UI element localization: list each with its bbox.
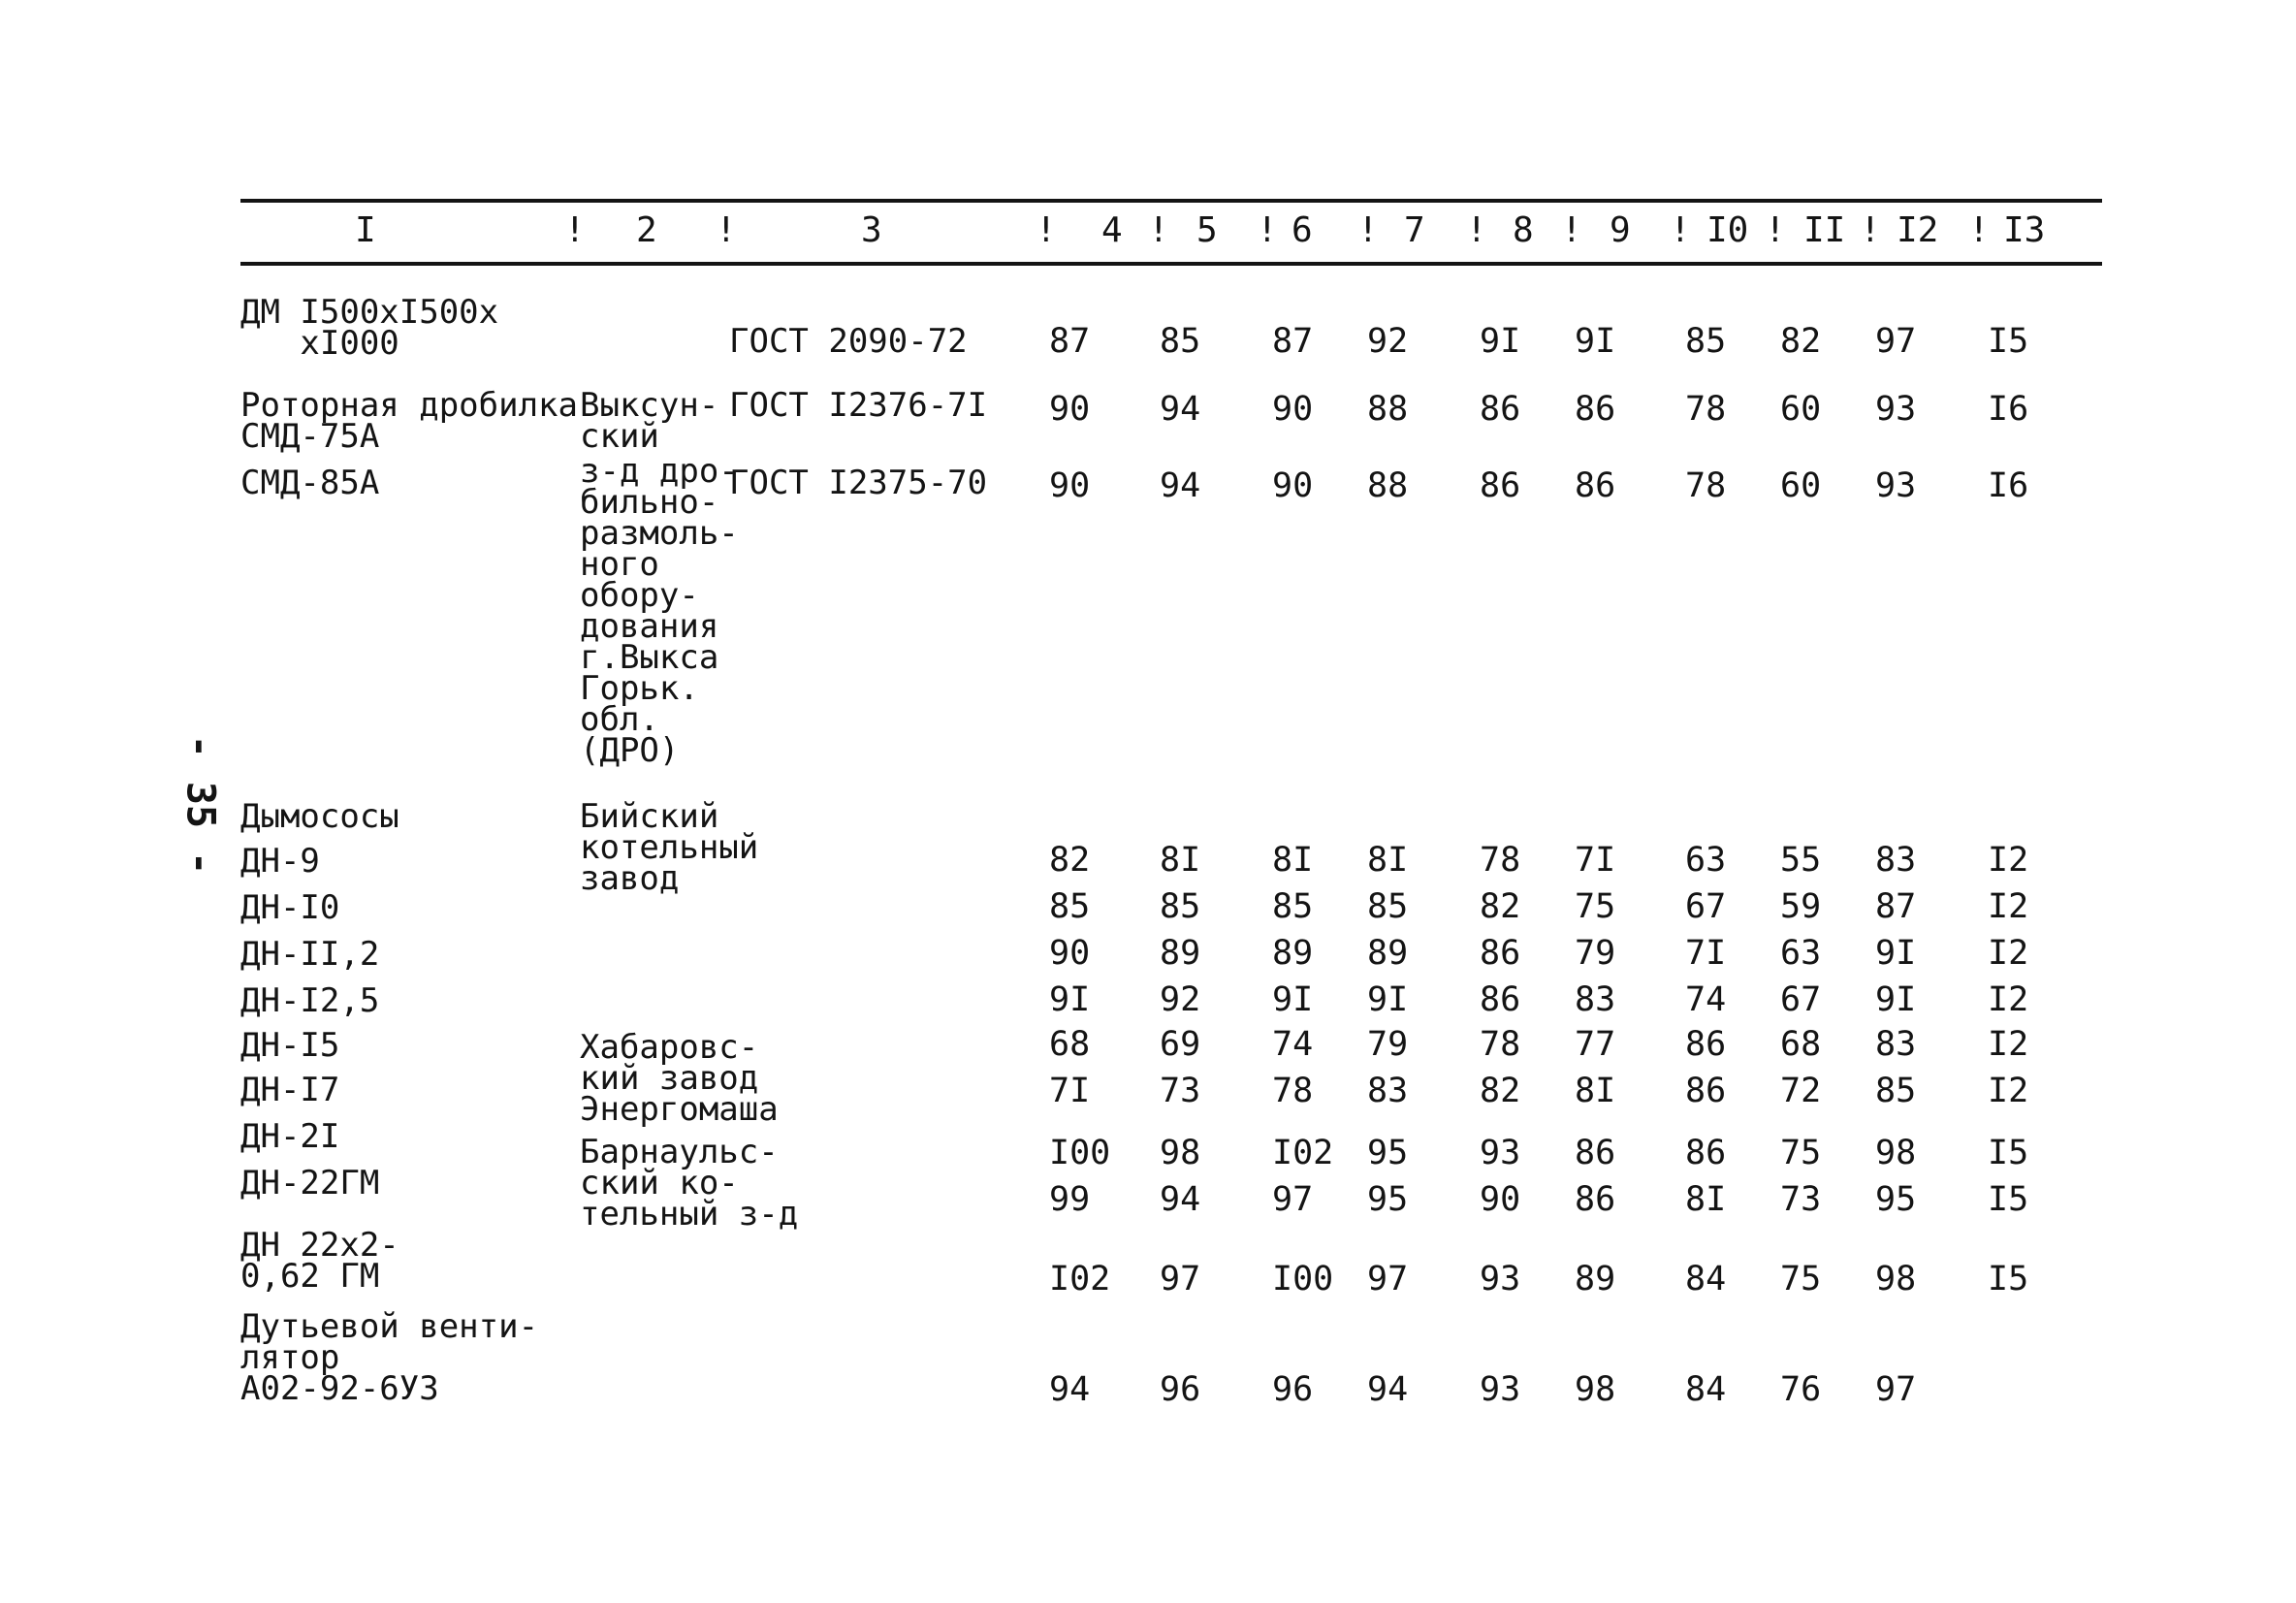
value-cell: 63 [1780,934,1822,973]
value-cell: 9I [1480,322,1521,361]
value-cell: I5 [1988,1134,2029,1172]
value-cell: 82 [1480,887,1521,926]
value-cell: 55 [1780,841,1822,880]
value-cell: 67 [1685,887,1727,926]
value-cell: 83 [1575,980,1616,1019]
value-cell: 60 [1780,390,1822,429]
value-cell: 63 [1685,841,1727,880]
value-cell: I2 [1988,887,2029,926]
value-cell: 7I [1049,1072,1091,1110]
header-separator: ! [1670,210,1691,250]
value-cell: 90 [1272,466,1314,505]
value-cell: 79 [1367,1025,1409,1064]
value-cell: 87 [1272,322,1314,361]
value-cell: 78 [1272,1072,1314,1110]
value-cell: I2 [1988,980,2029,1019]
value-cell: 85 [1160,887,1201,926]
value-cell: 90 [1049,390,1091,429]
value-cell: 94 [1367,1370,1409,1409]
table-header-rule [240,262,2102,266]
value-cell: 9I [1049,980,1091,1019]
value-cell: 94 [1160,1180,1201,1219]
value-cell: 85 [1875,1072,1917,1110]
value-cell: 97 [1875,322,1917,361]
value-cell: 74 [1272,1025,1314,1064]
value-cell: 74 [1685,980,1727,1019]
header-separator: ! [1561,210,1582,250]
header-col-4: 4 [1101,210,1123,250]
value-cell: 86 [1480,934,1521,973]
value-cell: 83 [1875,841,1917,880]
value-cell: 76 [1780,1370,1822,1409]
value-cell: 90 [1049,934,1091,973]
value-cell: 9I [1875,934,1917,973]
equipment-name: СМД-85А [240,464,380,502]
header-separator: ! [1860,210,1881,250]
value-cell: 73 [1160,1072,1201,1110]
value-cell: 88 [1367,390,1409,429]
header-col-10: I0 [1706,210,1749,250]
value-cell: 85 [1160,322,1201,361]
manufacturer: Хабаровс- кий завод Энергомаша [580,1028,779,1129]
value-cell: 78 [1480,1025,1521,1064]
equipment-name: ДМ I500xI500x xI000 [240,293,499,363]
page-number [171,734,229,876]
value-cell: 83 [1367,1072,1409,1110]
header-separator: ! [1148,210,1169,250]
value-cell: 96 [1160,1370,1201,1409]
value-cell: 97 [1875,1370,1917,1409]
manufacturer: з-д дро- бильно- размоль- ного обору- дования г.Выкса Горьк. обл. (ДРО) [580,452,739,770]
value-cell: 98 [1575,1370,1616,1409]
value-cell: 73 [1780,1180,1822,1219]
value-cell: I00 [1272,1260,1334,1298]
value-cell: 86 [1480,980,1521,1019]
value-cell: I02 [1272,1134,1334,1172]
value-cell: 93 [1875,466,1917,505]
value-cell: 86 [1575,466,1616,505]
value-cell: 93 [1480,1134,1521,1172]
equipment-name: ДН-I0 [240,888,340,927]
value-cell: 72 [1780,1072,1822,1110]
value-cell: 90 [1480,1180,1521,1219]
value-cell: 85 [1685,322,1727,361]
value-cell: 8I [1367,841,1409,880]
value-cell: 77 [1575,1025,1616,1064]
value-cell: 96 [1272,1370,1314,1409]
equipment-name: ДН-I7 [240,1071,340,1109]
header-col-13: I3 [2003,210,2046,250]
value-cell: 85 [1049,887,1091,926]
value-cell: 89 [1272,934,1314,973]
value-cell: I2 [1988,1072,2029,1110]
value-cell: 95 [1367,1180,1409,1219]
value-cell: 99 [1049,1180,1091,1219]
value-cell: 92 [1160,980,1201,1019]
value-cell: I2 [1988,1025,2029,1064]
value-cell: 82 [1480,1072,1521,1110]
value-cell: 86 [1575,1180,1616,1219]
value-cell: 9I [1575,322,1616,361]
header-col-7: 7 [1404,210,1425,250]
page-number-text: - 35 - [177,734,222,876]
value-cell: 86 [1575,1134,1616,1172]
value-cell: 93 [1480,1260,1521,1298]
value-cell: 97 [1367,1260,1409,1298]
header-col-2: 2 [636,210,657,250]
value-cell: 9I [1875,980,1917,1019]
value-cell: 93 [1875,390,1917,429]
header-col-9: 9 [1610,210,1631,250]
value-cell: 97 [1160,1260,1201,1298]
header-separator: ! [1257,210,1278,250]
value-cell: 92 [1367,322,1409,361]
header-separator: ! [1466,210,1487,250]
header-col-8: 8 [1513,210,1534,250]
manufacturer: Бийский котельный завод [580,797,759,898]
header-col-12: I2 [1897,210,1939,250]
value-cell: I02 [1049,1260,1111,1298]
header-col-11: II [1803,210,1846,250]
value-cell: 89 [1160,934,1201,973]
standard: ГОСТ I2376-7I [729,386,988,425]
value-cell: 78 [1685,390,1727,429]
table-top-rule [240,199,2102,203]
value-cell: I2 [1988,841,2029,880]
value-cell: 67 [1780,980,1822,1019]
manufacturer: Барнаульс- ский ко- тельный з-д [580,1133,799,1234]
value-cell: 90 [1049,466,1091,505]
value-cell: 9I [1272,980,1314,1019]
value-cell: 59 [1780,887,1822,926]
value-cell: 69 [1160,1025,1201,1064]
value-cell: 86 [1685,1025,1727,1064]
header-separator: ! [1968,210,1990,250]
value-cell: 82 [1049,841,1091,880]
value-cell: 86 [1480,390,1521,429]
value-cell: 68 [1049,1025,1091,1064]
header-col-5: 5 [1196,210,1218,250]
value-cell: 9I [1367,980,1409,1019]
value-cell: 94 [1160,466,1201,505]
value-cell: 95 [1367,1134,1409,1172]
value-cell: I6 [1988,390,2029,429]
value-cell: 8I [1575,1072,1616,1110]
value-cell: I00 [1049,1134,1111,1172]
value-cell: 8I [1272,841,1314,880]
equipment-name: ДН-22ГМ [240,1164,380,1202]
equipment-name: Дутьевой венти- лятор А02-92-6У3 [240,1307,539,1408]
value-cell: 86 [1480,466,1521,505]
value-cell: 7I [1685,934,1727,973]
value-cell: 83 [1875,1025,1917,1064]
value-cell: 68 [1780,1025,1822,1064]
value-cell: 87 [1875,887,1917,926]
value-cell: 75 [1780,1260,1822,1298]
header-separator: ! [716,210,737,250]
value-cell: 98 [1875,1134,1917,1172]
equipment-name: ДН-I5 [240,1026,340,1065]
value-cell: 85 [1272,887,1314,926]
value-cell: 75 [1780,1134,1822,1172]
header-col-1: I [355,210,376,250]
value-cell: 98 [1875,1260,1917,1298]
value-cell: 85 [1367,887,1409,926]
equipment-name: Роторная дробилка СМД-75А [240,386,578,456]
header-separator: ! [1036,210,1057,250]
value-cell: 93 [1480,1370,1521,1409]
value-cell: 78 [1685,466,1727,505]
header-separator: ! [1357,210,1379,250]
value-cell: I5 [1988,1180,2029,1219]
value-cell: 90 [1272,390,1314,429]
manufacturer: Выксун- ский [580,386,719,456]
equipment-name: Дымососы [240,797,399,836]
value-cell: I2 [1988,934,2029,973]
value-cell: 95 [1875,1180,1917,1219]
value-cell: 86 [1575,390,1616,429]
equipment-name: ДН-2I [240,1117,340,1156]
value-cell: 88 [1367,466,1409,505]
value-cell: 84 [1685,1370,1727,1409]
value-cell: 8I [1685,1180,1727,1219]
value-cell: 7I [1575,841,1616,880]
value-cell: 84 [1685,1260,1727,1298]
value-cell: 97 [1272,1180,1314,1219]
value-cell: 82 [1780,322,1822,361]
value-cell: 89 [1367,934,1409,973]
header-separator: ! [564,210,586,250]
value-cell: 87 [1049,322,1091,361]
standard: ГОСТ 2090-72 [729,322,968,361]
equipment-name: ДН-II,2 [240,935,380,974]
value-cell: 78 [1480,841,1521,880]
equipment-name: ДН-9 [240,842,320,881]
value-cell: I5 [1988,322,2029,361]
value-cell: 86 [1685,1134,1727,1172]
value-cell: 94 [1049,1370,1091,1409]
value-cell: 86 [1685,1072,1727,1110]
value-cell: I6 [1988,466,2029,505]
value-cell: 79 [1575,934,1616,973]
value-cell: I5 [1988,1260,2029,1298]
value-cell: 89 [1575,1260,1616,1298]
equipment-name: ДН 22x2- 0,62 ГМ [240,1226,399,1296]
value-cell: 94 [1160,390,1201,429]
value-cell: 8I [1160,841,1201,880]
header-col-6: 6 [1292,210,1313,250]
header-separator: ! [1765,210,1786,250]
equipment-name: ДН-I2,5 [240,981,380,1020]
value-cell: 75 [1575,887,1616,926]
value-cell: 60 [1780,466,1822,505]
standard: ГОСТ I2375-70 [729,464,988,502]
value-cell: 98 [1160,1134,1201,1172]
header-col-3: 3 [861,210,882,250]
